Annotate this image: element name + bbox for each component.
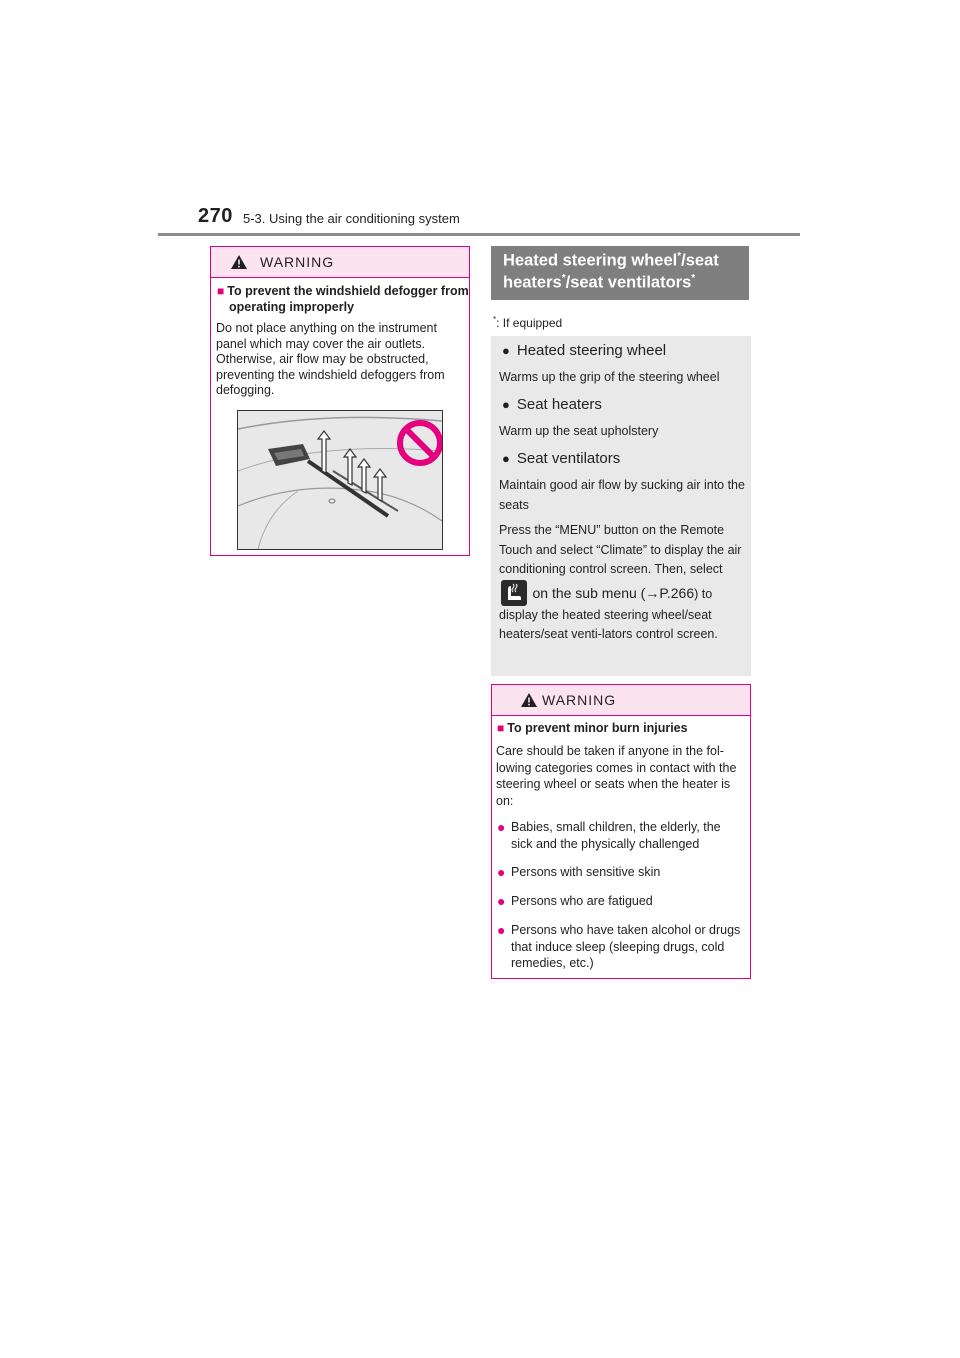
heading-part-ventilators: /seat ventilators [565, 273, 692, 292]
bullet-icon: ● [502, 397, 510, 412]
square-bullet-icon: ■ [497, 721, 505, 735]
heading-line-1 [503, 251, 719, 271]
dot-bullet-icon: ● [497, 864, 506, 880]
warning-triangle-icon [520, 692, 538, 708]
list-item [497, 819, 742, 852]
feature-info-box [491, 336, 751, 676]
heading-line-2 [503, 273, 695, 293]
instructions-part-1: Press the “MENU” button on the Remote Touch and select “Climate” to display the air conditioning control screen. Then, select [499, 523, 742, 576]
warning-subheading [497, 721, 688, 735]
arrow-icon: → [645, 584, 660, 601]
asterisk-mark: * [691, 273, 696, 284]
page-number: 270 [198, 205, 233, 227]
feature-title-text: Heated steering wheel [516, 342, 667, 359]
feature-instructions [499, 521, 745, 645]
warning-subheading [217, 283, 475, 315]
feature-heated-wheel-desc: Warms up the grip of the steering wheel [499, 370, 720, 384]
heading-part-steering: Heated steering wheel [503, 251, 678, 270]
feature-seat-heaters-desc: Warm up the seat upholstery [499, 424, 659, 438]
warning-triangle-icon [230, 254, 248, 270]
list-item-text: Persons with sensitive skin [511, 865, 661, 879]
instructions-part-2: on the sub menu ( [532, 584, 646, 601]
feature-heated-wheel-title [502, 342, 666, 359]
bullet-icon: ● [502, 451, 510, 466]
page-reference-link[interactable]: P.266 [659, 584, 695, 601]
list-item [497, 864, 742, 881]
warning-subheading-text: To prevent the windshield defogger from operating improperly [227, 284, 469, 314]
asterisk-mark: * [677, 251, 682, 262]
feature-title-text: Seat heaters [516, 396, 602, 413]
list-item-text: Persons who have taken alcohol or drugs that induce sleep (sleeping drugs, cold remedies, etc.) [511, 923, 741, 970]
dot-bullet-icon: ● [497, 819, 506, 835]
page-header [198, 205, 802, 235]
heading-part-seat: /seat [681, 251, 719, 270]
bullet-icon: ● [502, 343, 510, 358]
list-item-text: Persons who are fatigued [511, 894, 653, 908]
warning-title: WARNING [542, 692, 617, 708]
dashboard-illustration [237, 410, 443, 550]
warning-box-burns [491, 684, 751, 979]
warning-body: Do not place anything on the instrument panel which may cover the air outlets. Otherwise, air flow may be obstructed, preventing the windshield defoggers from defogging. [216, 321, 445, 397]
list-item-text: Babies, small children, the elderly, the sick and the physically challenged [511, 820, 721, 851]
list-item [497, 893, 742, 910]
windshield-defogger-illustration [238, 411, 442, 549]
feature-seat-vent-desc: Maintain good air flow by sucking air into the seats [499, 478, 745, 512]
warning-box-defogger [210, 246, 470, 556]
dot-bullet-icon: ● [497, 922, 506, 938]
dot-bullet-icon: ● [497, 893, 506, 909]
warning-subheading-text: To prevent minor burn injuries [507, 721, 688, 735]
warning-title: WARNING [260, 254, 335, 270]
footnote-mark: * [493, 315, 497, 324]
feature-seat-heaters-title [502, 396, 602, 413]
footnote [493, 315, 562, 330]
feature-title-text: Seat ventilators [516, 450, 621, 467]
section-heading [491, 246, 749, 300]
feature-seat-vent-title [502, 450, 620, 467]
warning-header [492, 685, 750, 716]
seat-heater-button-icon [501, 580, 527, 606]
square-bullet-icon: ■ [217, 284, 225, 298]
footnote-text: : If equipped [496, 316, 563, 330]
list-item [497, 922, 742, 972]
asterisk-mark: * [561, 273, 566, 284]
section-title: 5-3. Using the air conditioning system [243, 211, 460, 226]
warning-header [211, 247, 469, 278]
header-rule [158, 233, 800, 236]
heading-part-heaters: heaters [503, 273, 562, 292]
instructions-part-3: ) to display the heated steering wheel/seat heaters/seat venti-lators control screen. [499, 586, 718, 641]
warning-body: Care should be taken if anyone in the fol-lowing categories comes in contact with the steering wheel or seats when the heater is on: [496, 744, 737, 808]
